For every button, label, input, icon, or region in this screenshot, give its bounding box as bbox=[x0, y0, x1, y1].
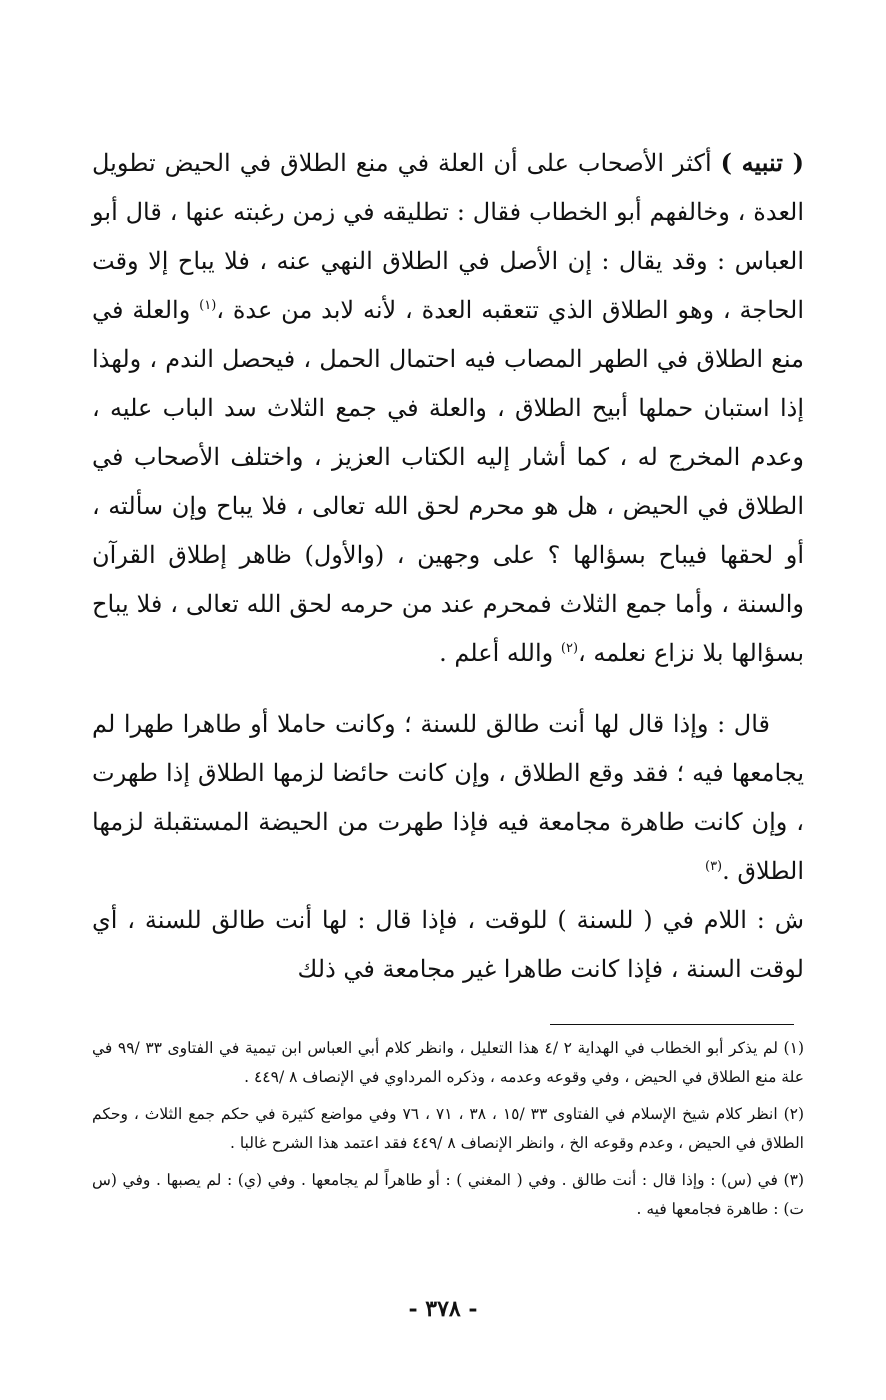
paragraph-tanbih bbox=[92, 138, 804, 678]
paragraph-matn bbox=[92, 700, 804, 896]
paragraph-sharh bbox=[92, 896, 804, 994]
footnote-1: (١) لم يذكر أبو الخطاب في الهداية ٢ /٤ هذا التعليل ، وانظر كلام أبي العباس ابن تيمية في الفتاوى ٣٣ /٩٩ في علة منع الطلاق في الحيض ، وفي وقوعه وعدمه ، وذكره المرداوي في الإنصاف ٨ /٤٤٩ . bbox=[92, 1039, 804, 1086]
paragraph-text: ش : اللام في ( للسنة ) للوقت ، فإذا قال : لها أنت طالق للسنة ، أي لوقت السنة ، فإذا كانت طاهرا غير مجامعة في ذلك bbox=[92, 906, 804, 983]
paragraph-text: أكثر الأصحاب على أن العلة في منع الطلاق في الحيض تطويل العدة ، وخالفهم أبو الخطاب فقال : تطليقه في زمن رغبته عنها ، قال أبو العباس : وقد يقال : إن الأصل في الطلاق النهي عنه ، فلا يباح إلا وقت الحاجة ، وهو الطلاق الذي تتعقبه العدة ، لأنه لابد من عدة ، bbox=[92, 149, 804, 324]
footnote-ref-3: (٣) bbox=[704, 859, 723, 874]
footnote-divider bbox=[550, 1024, 794, 1025]
tanbih-label: ( تنبيه ) bbox=[720, 148, 805, 177]
footnote-ref-1: (١) bbox=[199, 298, 217, 313]
page-number: - ٣٧٨ - bbox=[408, 1296, 478, 1322]
footnote-3: (٣) في (س) : وإذا قال : أنت طالق . وفي ( المغني ) : أو طاهراً لم يجامعها . وفي (ي) : لم يصبها . وفي (س ت) : طاهرة فجامعها فيه . bbox=[92, 1171, 804, 1218]
main-text bbox=[92, 138, 804, 994]
paragraph-text: والعلة في منع الطلاق في الطهر المصاب فيه احتمال الحمل ، فيحصل الندم ، ولهذا إذا استبان حملها أبيح الطلاق ، والعلة في جمع الثلاث سد الباب عليه ، وعدم المخرج له ، كما أشار إليه الكتاب العزيز ، واختلف الأصحاب في الطلاق في الحيض ، هل هو محرم لحق الله تعالى ، فلا يباح وإن سألته ، أو لحقها فيباح بسؤالها ؟ على وجهين ، (والأول) ظاهر إطلاق القرآن والسنة ، وأما جمع الثلاث فمحرم عند من حرمه لحق الله تعالى ، فلا يباح بسؤالها بلا نزاع نعلمه ، bbox=[92, 296, 805, 667]
footnote-ref-2: (٢) bbox=[560, 641, 579, 656]
footnote-2: (٢) انظر كلام شيخ الإسلام في الفتاوى ٣٣ /١٥ ، ٣٨ ، ٧١ ، ٧٦ وفي مواضع كثيرة في حكم جمع الثلاث ، وحكم الطلاق في الحيض ، وعدم وقوعه الخ ، وانظر الإنصاف ٨ /٤٤٩ فقد اعتمد هذا الشرح غالبا . bbox=[92, 1105, 805, 1152]
paragraph-text: قال : وإذا قال لها أنت طالق للسنة ؛ وكانت حاملا أو طاهرا طهرا لم يجامعها فيه ؛ فقد وقع الطلاق ، وإن كانت حائضا لزمها الطلاق إذا طهرت ، وإن كانت طاهرة مجامعة فيه فإذا طهرت من الحيضة المستقبلة لزمها الطلاق . bbox=[92, 710, 804, 885]
footnotes bbox=[92, 1034, 804, 1224]
paragraph-text: والله أعلم . bbox=[439, 639, 561, 667]
